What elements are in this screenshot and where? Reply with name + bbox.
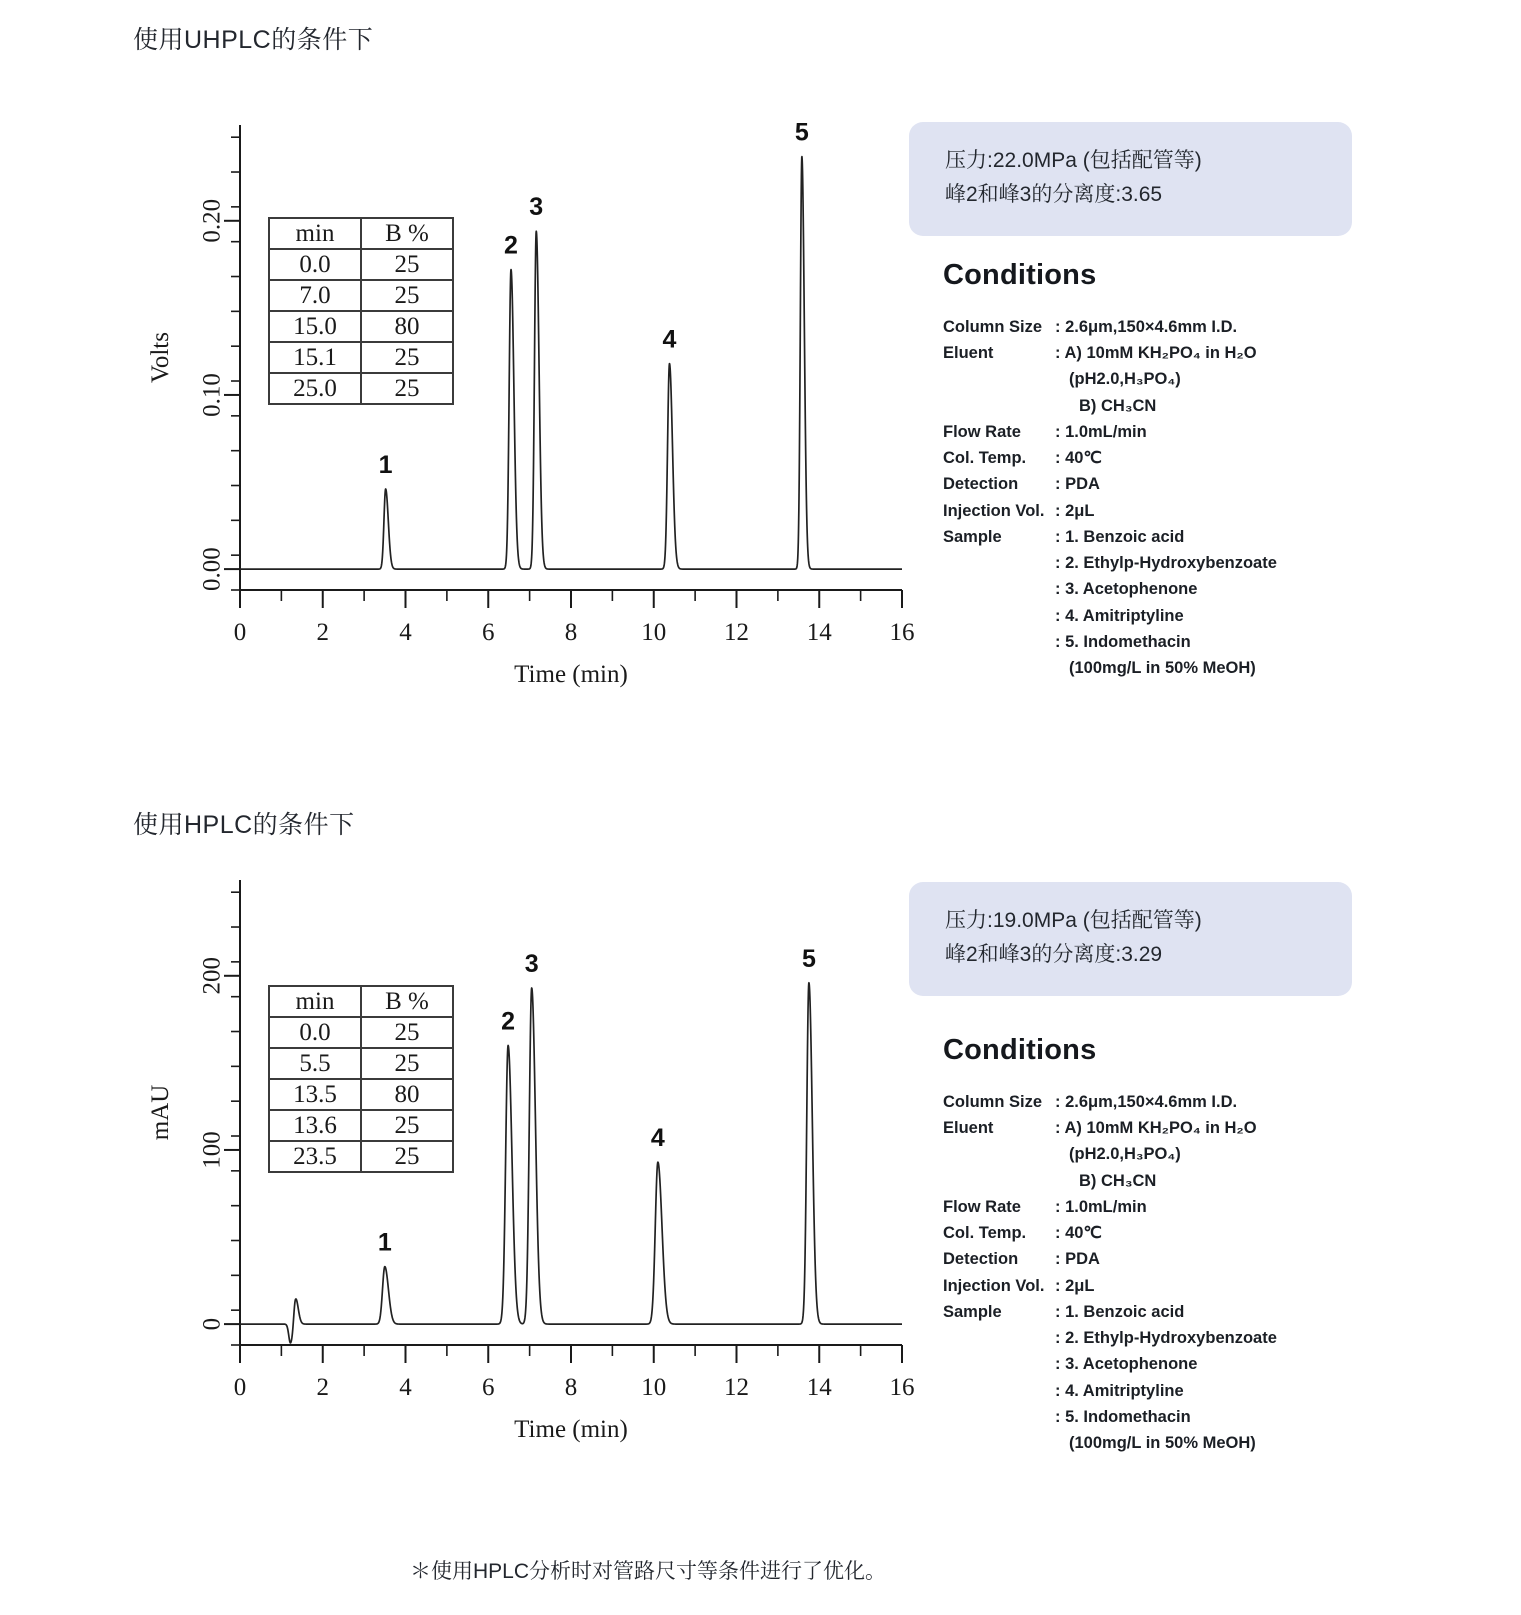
cell-b: 80 [361, 311, 453, 342]
condition-key: Sample [943, 1302, 1002, 1321]
peak-label-1: 1 [377, 1228, 392, 1257]
condition-row [943, 1430, 1363, 1456]
cell-b: 80 [361, 1079, 453, 1110]
condition-key [943, 603, 1055, 629]
condition-key [943, 655, 1055, 681]
col-header-b: B % [361, 218, 453, 249]
condition-row [943, 498, 1363, 524]
cell-min: 7.0 [269, 280, 361, 311]
condition-key: Eluent [943, 1119, 994, 1138]
section-title-hplc: 使用HPLC的条件下 [133, 811, 355, 839]
table-row [269, 1110, 453, 1141]
condition-value: : A) 10mM KH₂PO₄ in H₂O [1055, 1119, 1257, 1138]
peak-label-4: 4 [650, 1124, 665, 1153]
condition-row [943, 1194, 1363, 1220]
conditions-list-hplc [943, 1089, 1363, 1456]
table-row [269, 1017, 453, 1048]
condition-key [943, 1351, 1055, 1377]
condition-row [943, 1089, 1363, 1115]
x-tick-label: 0 [233, 1374, 247, 1401]
condition-row [943, 524, 1363, 550]
cell-min: 15.0 [269, 311, 361, 342]
condition-key: Sample [943, 527, 1002, 546]
peak-label-4: 4 [662, 325, 677, 354]
condition-key [943, 629, 1055, 655]
condition-row [943, 340, 1363, 366]
x-tick-label: 2 [316, 619, 329, 646]
y-axis-title: mAU [147, 1084, 174, 1141]
cell-b: 25 [361, 1017, 453, 1048]
condition-value: : 1. Benzoic acid [1055, 527, 1185, 546]
uhplc-chart-svg [140, 95, 930, 695]
condition-key: Flow Rate [943, 1197, 1021, 1216]
col-header-min: min [269, 986, 361, 1017]
cell-min: 13.5 [269, 1079, 361, 1110]
conditions-heading-hplc: Conditions [943, 1034, 1097, 1066]
condition-row [943, 366, 1363, 392]
table-header-row [269, 218, 453, 249]
condition-key [943, 393, 1055, 419]
table-row [269, 1048, 453, 1079]
condition-row [943, 419, 1363, 445]
x-tick-label: 14 [806, 1374, 832, 1401]
chart-content [147, 118, 915, 688]
condition-key: Eluent [943, 344, 994, 363]
cell-min: 5.5 [269, 1048, 361, 1079]
condition-row [943, 1378, 1363, 1404]
condition-value: : 2.6μm,150×4.6mm I.D. [1055, 1093, 1238, 1111]
cell-min: 13.6 [269, 1110, 361, 1141]
condition-value: : 1.0mL/min [1055, 1197, 1147, 1216]
condition-row [943, 1246, 1363, 1272]
condition-value: : 1. Benzoic acid [1055, 1302, 1185, 1321]
col-header-min: min [269, 218, 361, 249]
condition-value: : 40℃ [1055, 449, 1102, 468]
condition-key [943, 1168, 1055, 1194]
pressure-text: 压力:22.0MPa (包括配管等) [945, 149, 1202, 172]
x-tick-label: 12 [724, 1374, 749, 1401]
condition-value: B) CH₃CN [1079, 1171, 1157, 1190]
condition-key: Injection Vol. [943, 1276, 1045, 1295]
x-tick-label: 10 [641, 1374, 667, 1401]
cell-min: 0.0 [269, 1017, 361, 1048]
pressure-text: 压力:19.0MPa (包括配管等) [945, 909, 1202, 932]
condition-value: : 2μL [1055, 501, 1095, 520]
x-tick-label: 2 [316, 1374, 329, 1401]
x-axis-title: Time (min) [514, 1416, 628, 1443]
condition-value: : 2. Ethylp-Hydroxybenzoate [1055, 554, 1277, 573]
table-row [269, 1079, 453, 1110]
x-tick-label: 6 [482, 619, 495, 646]
conditions-list-uhplc [943, 314, 1363, 681]
condition-row [943, 550, 1363, 576]
cell-b: 25 [361, 249, 453, 280]
gradient-table-uhplc [268, 217, 454, 405]
y-tick-label: 0 [198, 1317, 226, 1331]
condition-value: (pH2.0,H₃PO₄) [1069, 370, 1181, 389]
condition-key [943, 1430, 1055, 1456]
uhplc-chromatogram [140, 95, 930, 695]
condition-row [943, 1404, 1363, 1430]
condition-value: (100mg/L in 50% MeOH) [1069, 1434, 1256, 1453]
condition-key: Detection [943, 1250, 1019, 1269]
peak-label-5: 5 [801, 944, 816, 973]
cell-min: 23.5 [269, 1141, 361, 1172]
condition-value: : 2.6μm,150×4.6mm I.D. [1055, 318, 1238, 336]
condition-value: : 2. Ethylp-Hydroxybenzoate [1055, 1329, 1277, 1348]
condition-value: : 40℃ [1055, 1224, 1102, 1243]
condition-row [943, 1325, 1363, 1351]
peak-label-2: 2 [501, 1007, 516, 1036]
condition-value: : A) 10mM KH₂PO₄ in H₂O [1055, 344, 1257, 363]
condition-value: : PDA [1055, 475, 1100, 494]
peak-label-3: 3 [529, 193, 544, 222]
condition-row [943, 1220, 1363, 1246]
condition-value: : PDA [1055, 1250, 1100, 1269]
peak-label-5: 5 [794, 118, 809, 147]
condition-value: : 5. Indomethacin [1055, 1407, 1191, 1426]
x-tick-label: 16 [889, 619, 915, 646]
condition-row [943, 655, 1363, 681]
hplc-chart-svg [140, 850, 930, 1450]
x-tick-label: 8 [564, 1374, 578, 1401]
condition-key [943, 1141, 1055, 1167]
gradient-table-hplc [268, 985, 454, 1173]
condition-key [943, 550, 1055, 576]
peak-label-2: 2 [504, 231, 518, 260]
condition-key [943, 1325, 1055, 1351]
condition-value: : 3. Acetophenone [1055, 1355, 1198, 1374]
condition-row [943, 393, 1363, 419]
x-tick-label: 6 [482, 1374, 495, 1401]
x-tick-label: 12 [724, 619, 749, 646]
cell-b: 25 [361, 280, 453, 311]
condition-key: Injection Vol. [943, 501, 1045, 520]
condition-row [943, 1168, 1363, 1194]
x-tick-label: 8 [564, 619, 578, 646]
condition-value: (100mg/L in 50% MeOH) [1069, 659, 1256, 678]
resolution-text: 峰2和峰3的分离度:3.29 [945, 943, 1163, 967]
condition-row [943, 1141, 1363, 1167]
cell-b: 25 [361, 342, 453, 373]
condition-row [943, 576, 1363, 602]
condition-key [943, 1404, 1055, 1430]
condition-key [943, 1378, 1055, 1404]
info-box-hplc [909, 882, 1352, 996]
y-tick-label: 0.20 [198, 198, 226, 243]
cell-min: 15.1 [269, 342, 361, 373]
condition-key: Col. Temp. [943, 449, 1027, 468]
condition-key: Flow Rate [943, 422, 1021, 441]
chart-content [147, 880, 915, 1443]
condition-row [943, 445, 1363, 471]
table-row [269, 280, 453, 311]
x-axis-title: Time (min) [514, 661, 628, 688]
cell-b: 25 [361, 1141, 453, 1172]
cell-b: 25 [361, 1048, 453, 1079]
condition-row [943, 1273, 1363, 1299]
table-header-row [269, 986, 453, 1017]
y-axis-title: Volts [147, 332, 174, 383]
condition-key: Column Size [943, 1093, 1043, 1111]
x-tick-label: 16 [889, 1374, 915, 1401]
section-title-uhplc: 使用UHPLC的条件下 [133, 26, 374, 54]
condition-value: : 3. Acetophenone [1055, 580, 1198, 599]
condition-value: : 2μL [1055, 1276, 1095, 1295]
cell-min: 25.0 [269, 373, 361, 404]
cell-min: 0.0 [269, 249, 361, 280]
condition-value: : 1.0mL/min [1055, 422, 1147, 441]
condition-row [943, 603, 1363, 629]
condition-row [943, 471, 1363, 497]
cell-b: 25 [361, 1110, 453, 1141]
y-tick-label: 100 [198, 1131, 226, 1169]
condition-value: (pH2.0,H₃PO₄) [1069, 1145, 1181, 1164]
condition-row [943, 1351, 1363, 1377]
footnote: ＊使用HPLC分析时对管路尺寸等条件进行了优化。 [410, 1560, 887, 1583]
condition-row [943, 629, 1363, 655]
condition-row [943, 1299, 1363, 1325]
condition-row [943, 1115, 1363, 1141]
info-box-uhplc [909, 122, 1352, 236]
x-tick-label: 10 [641, 619, 667, 646]
table-row [269, 311, 453, 342]
table-row [269, 342, 453, 373]
condition-key: Detection [943, 475, 1019, 494]
condition-key [943, 576, 1055, 602]
condition-value: : 4. Amitriptyline [1055, 606, 1184, 625]
table-row [269, 249, 453, 280]
peak-label-3: 3 [524, 949, 539, 978]
condition-row [943, 314, 1363, 340]
condition-key [943, 366, 1055, 392]
condition-value: : 5. Indomethacin [1055, 632, 1191, 651]
x-tick-label: 14 [806, 619, 832, 646]
y-tick-label: 0.10 [198, 373, 226, 417]
cell-b: 25 [361, 373, 453, 404]
table-row [269, 1141, 453, 1172]
table-row [269, 373, 453, 404]
resolution-text: 峰2和峰3的分离度:3.65 [945, 183, 1163, 207]
y-tick-label: 0.00 [198, 547, 226, 591]
x-tick-label: 0 [233, 619, 247, 646]
condition-value: B) CH₃CN [1079, 396, 1157, 415]
y-tick-label: 200 [198, 957, 226, 995]
conditions-heading-uhplc: Conditions [943, 259, 1097, 291]
x-tick-label: 4 [399, 619, 412, 646]
peak-label-1: 1 [378, 450, 393, 479]
condition-key: Column Size [943, 318, 1043, 336]
condition-value: : 4. Amitriptyline [1055, 1381, 1184, 1400]
col-header-b: B % [361, 986, 453, 1017]
x-tick-label: 4 [399, 1374, 412, 1401]
hplc-chromatogram [140, 850, 930, 1450]
condition-key: Col. Temp. [943, 1224, 1027, 1243]
